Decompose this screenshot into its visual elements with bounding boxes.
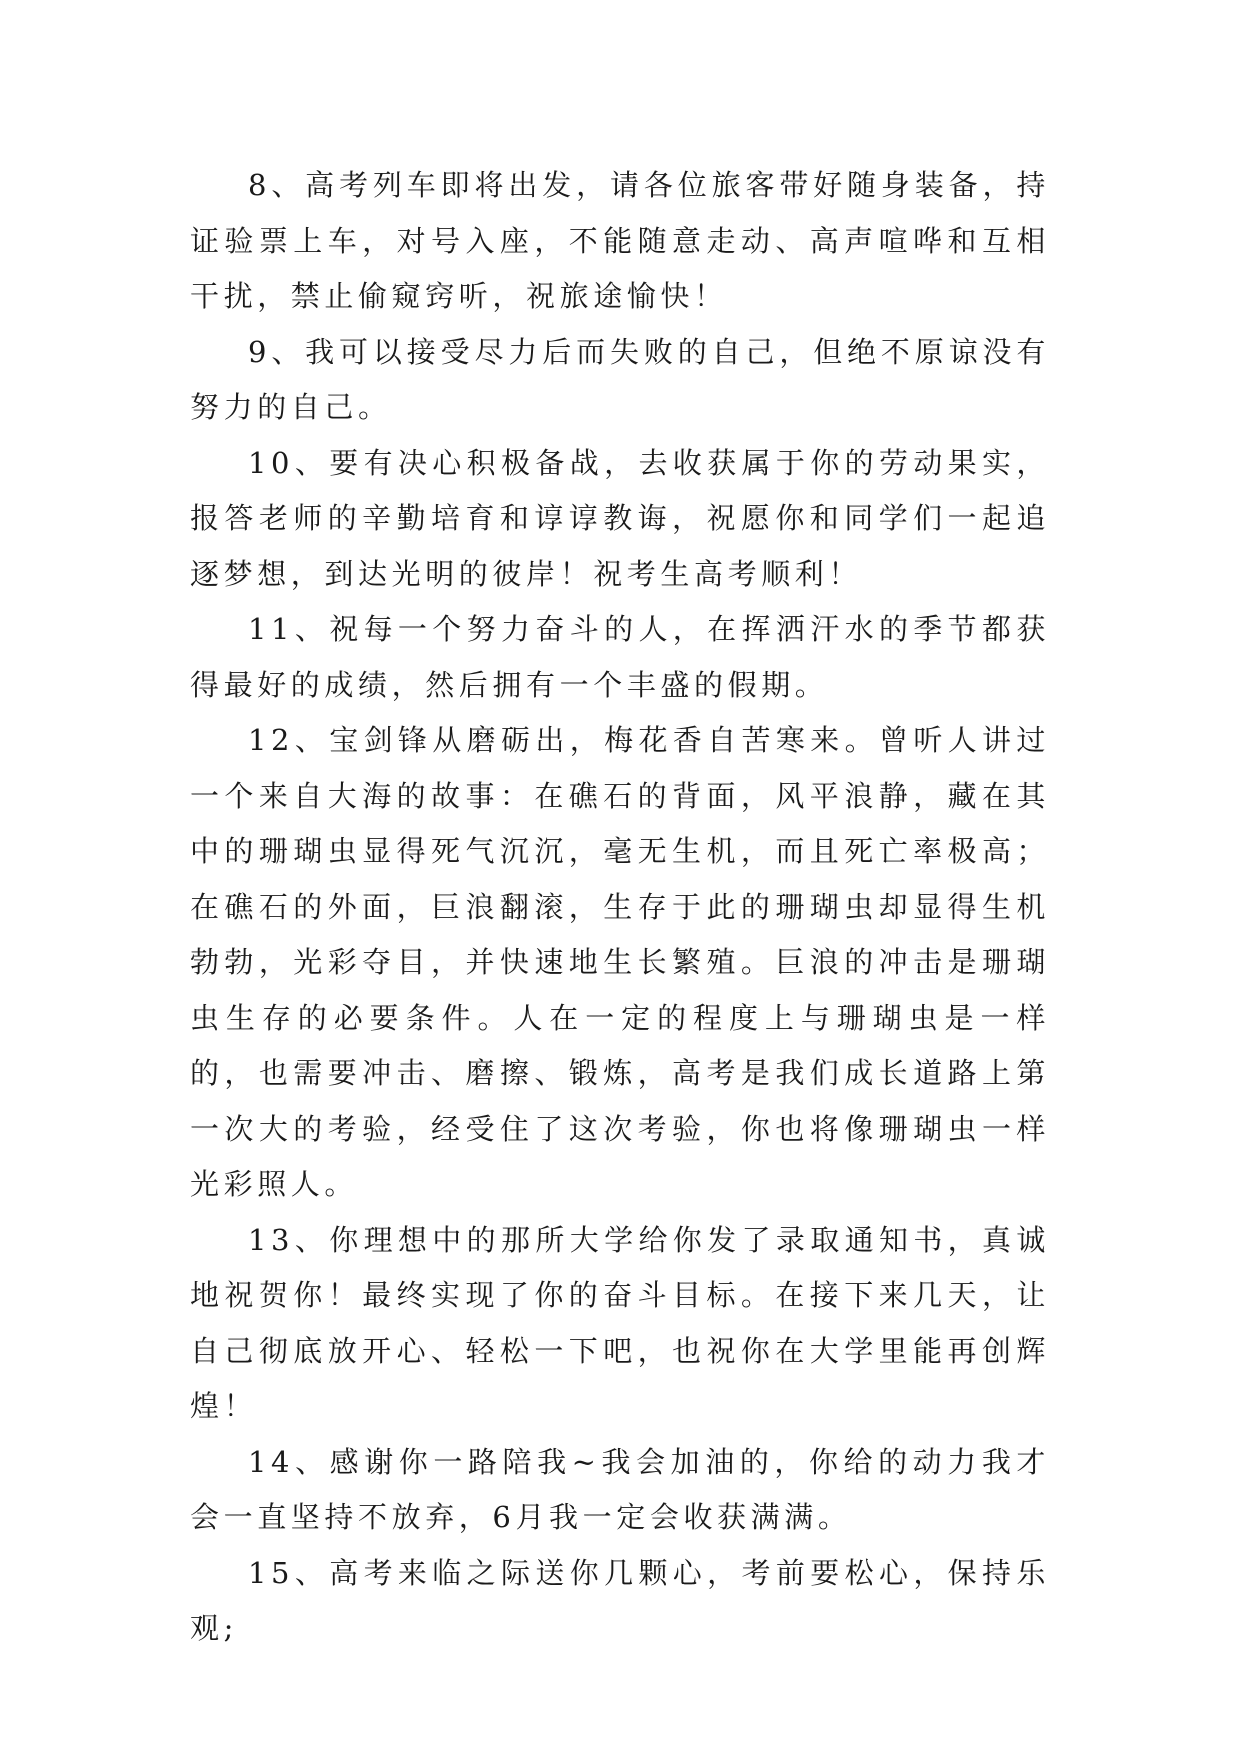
paragraph-12: 12、宝剑锋从磨砺出，梅花香自苦寒来。曾听人讲过一个来自大海的故事：在礁石的背面，风平浪静，藏在其中的珊瑚虫显得死气沉沉，毫无生机，而且死亡率极高；在礁石的外面，巨浪翻滚，生存于此的珊瑚虫却显得生机勃勃，光彩夺目，并快速地生长繁殖。巨浪的冲击是珊瑚虫生存的必要条件。人在一定的程度上与珊瑚虫是一样的，也需要冲击、磨擦、锻炼，高考是我们成长道路上第一次大的考验，经受住了这次考验，你也将像珊瑚虫一样光彩照人。 [190,723,1050,1201]
paragraph-13: 13、你理想中的那所大学给你发了录取通知书，真诚地祝贺你！最终实现了你的奋斗目标。在接下来几天，让自己彻底放开心、轻松一下吧，也祝你在大学里能再创辉煌！ [190,1222,1050,1423]
paragraph-14: 14、感谢你一路陪我~我会加油的，你给的动力我才会一直坚持不放弃，6月我一定会收获满满。 [190,1444,1050,1534]
document-body [190,158,1050,1657]
paragraph-15: 15、高考来临之际送你几颗心，考前要松心，保持乐观; [190,1555,1050,1645]
paragraph-8: 8、高考列车即将出发，请各位旅客带好随身装备，持证验票上车，对号入座，不能随意走动、高声喧哗和互相干扰，禁止偷窥窍听，祝旅途愉快！ [190,168,1050,313]
paragraph-9: 9、我可以接受尽力后而失败的自己，但绝不原谅没有努力的自己。 [190,334,1050,424]
paragraph-10: 10、要有决心积极备战，去收获属于你的劳动果实，报答老师的辛勤培育和谆谆教诲，祝愿你和同学们一起追逐梦想，到达光明的彼岸！祝考生高考顺利！ [190,445,1050,591]
paragraph-11: 11、祝每一个努力奋斗的人，在挥洒汗水的季节都获得最好的成绩，然后拥有一个丰盛的假期。 [190,612,1050,702]
